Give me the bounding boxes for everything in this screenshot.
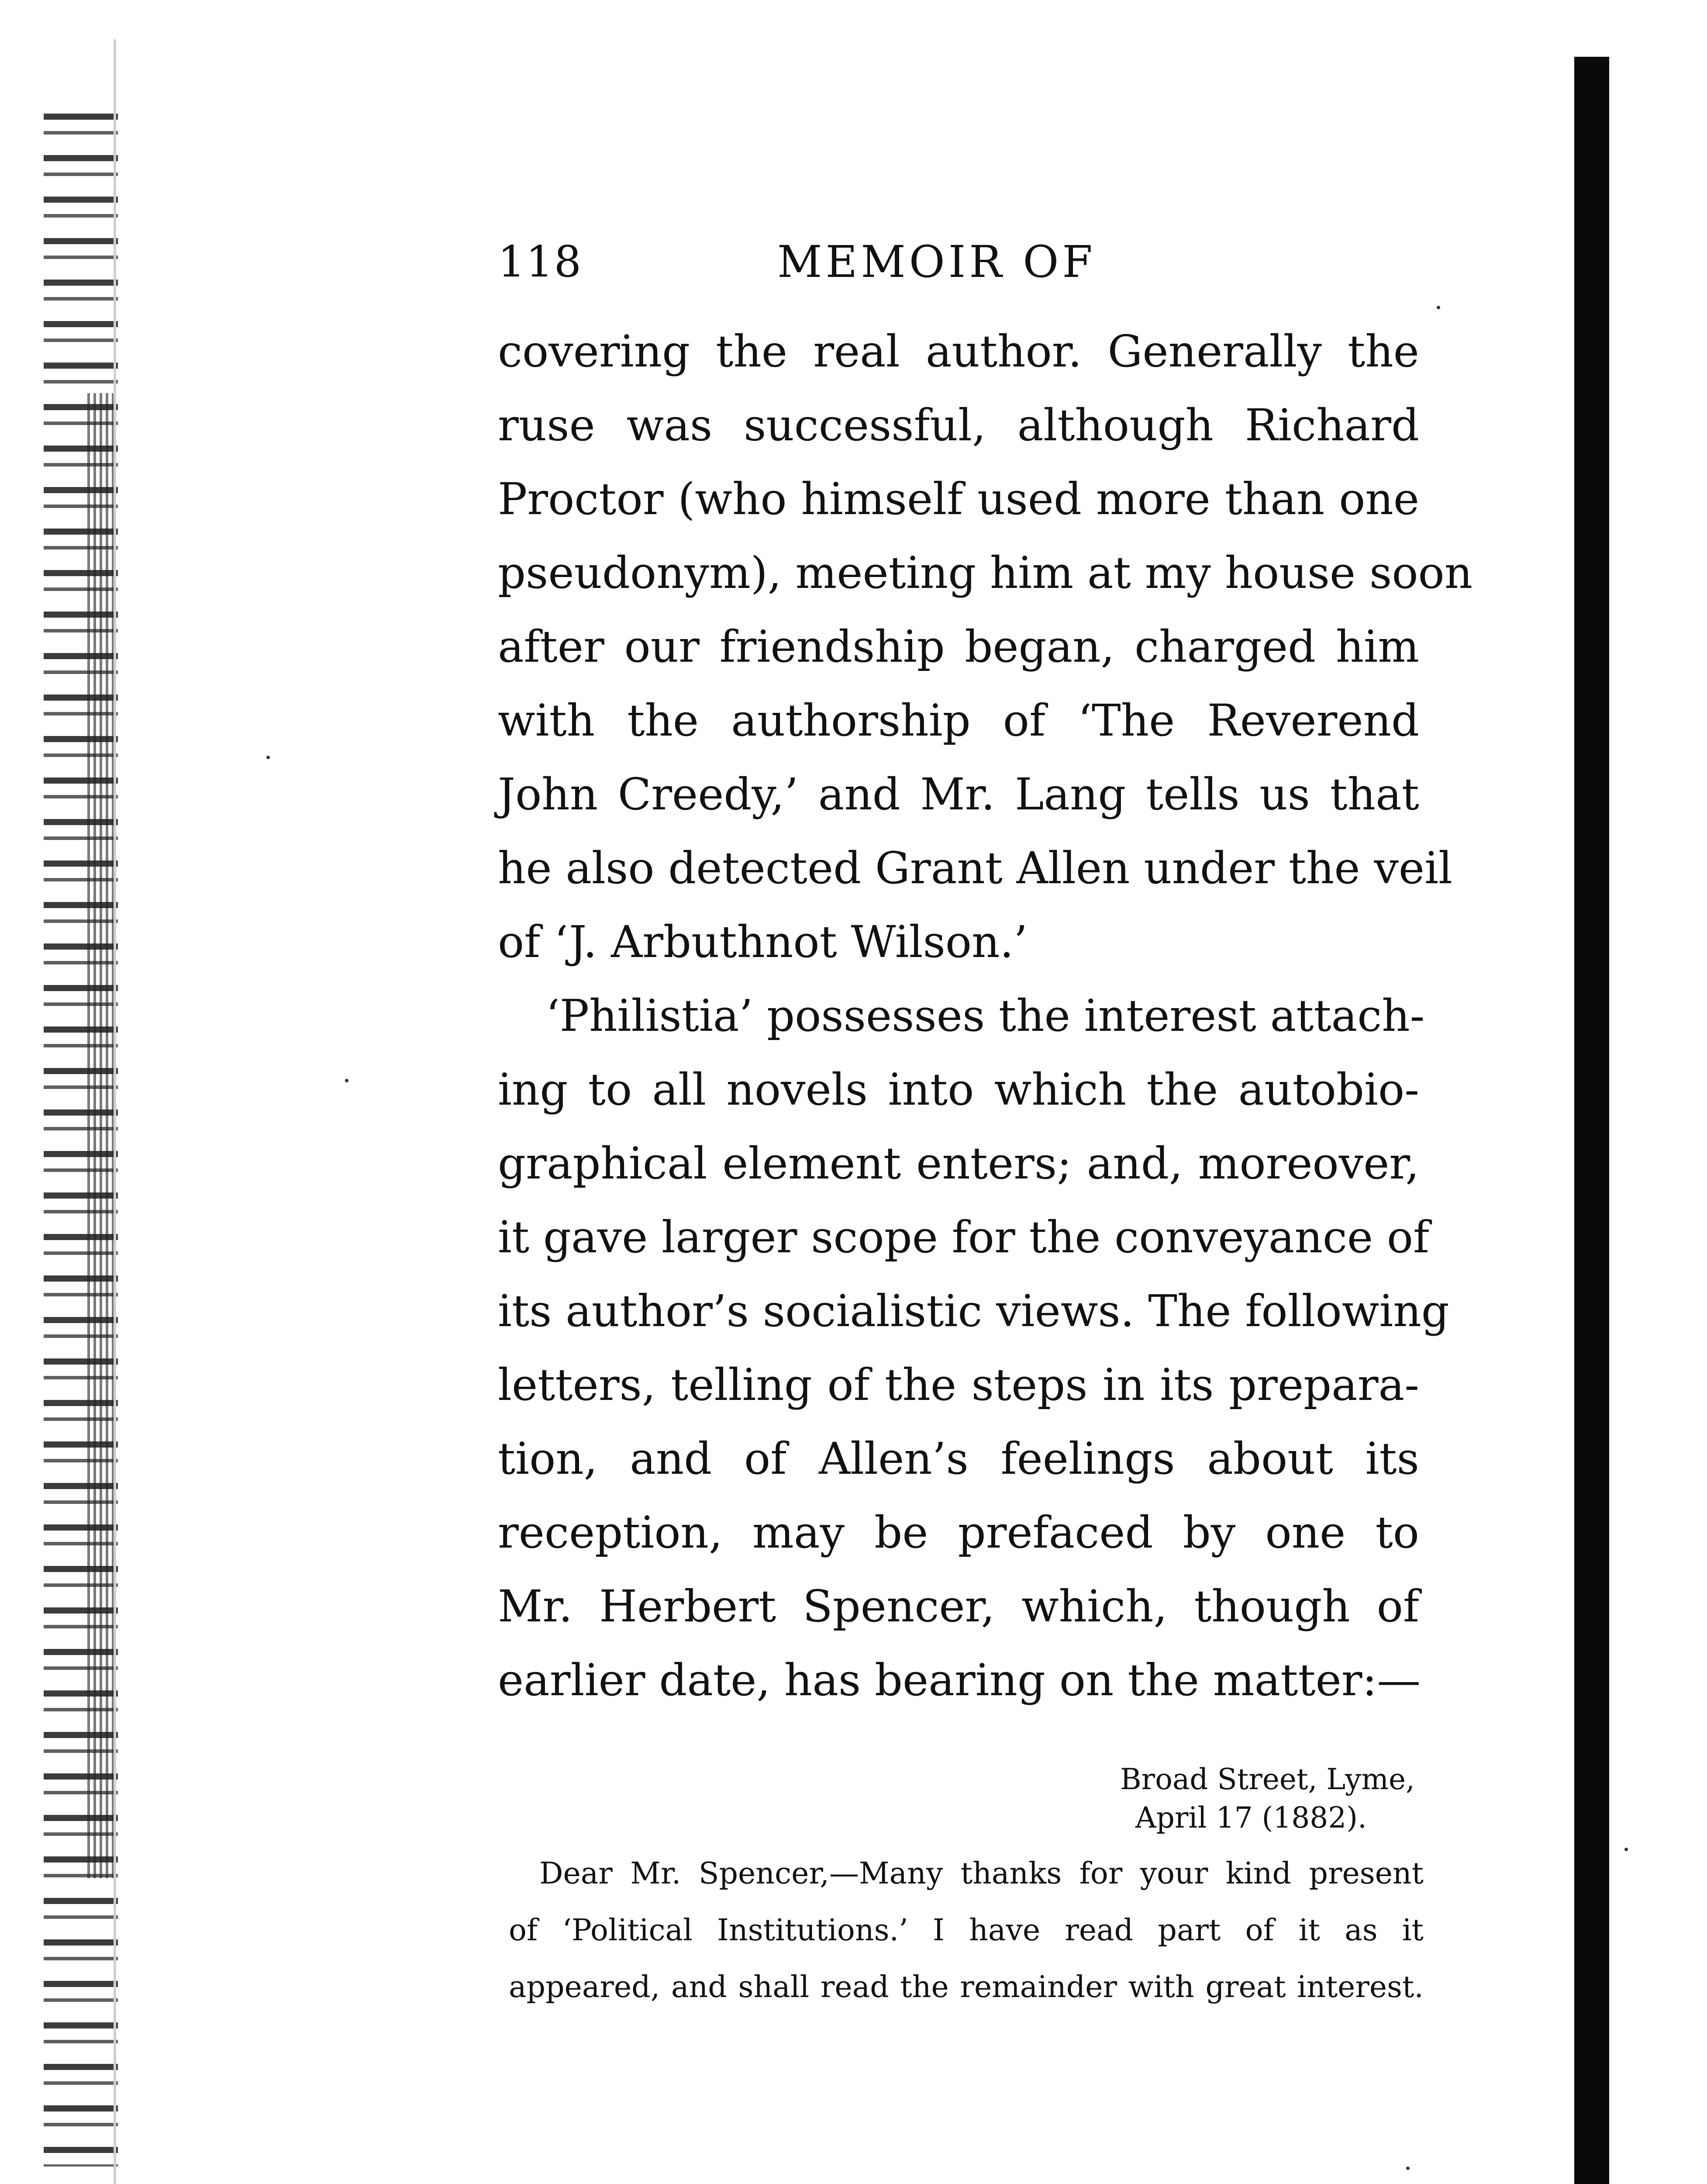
running-head: MEMOIR OF <box>777 236 1096 287</box>
text-line: pseudonym), meeting him at my house soon <box>498 547 1473 598</box>
scan-speck <box>1406 2167 1410 2170</box>
text-line: of ‘J. Arbuthnot Wilson.’ <box>498 916 1028 968</box>
text-line: tion, and of Allen’s feelings about its <box>498 1433 1419 1484</box>
scan-speck <box>1437 306 1440 309</box>
letter-text <box>509 1845 1424 2016</box>
text-line: reception, may be prefaced by one to <box>498 1507 1419 1558</box>
text-line: letters, telling of the steps in its prepara- <box>498 1359 1419 1410</box>
text-line: earlier date, has bearing on the matter:— <box>498 1655 1421 1706</box>
text-line: he also detected Grant Allen under the veil <box>498 843 1453 894</box>
page-left-edge <box>114 39 116 2184</box>
text-line: ing to all novels into which the autobio- <box>498 1064 1419 1115</box>
text-line: it gave larger scope for the conveyance of <box>498 1212 1430 1263</box>
scan-binding-artifact-2 <box>87 393 114 1878</box>
text-line: ruse was successful, although Richard <box>498 400 1419 451</box>
text-line: Mr. Herbert Spencer, which, though of <box>498 1581 1419 1632</box>
scan-speck <box>266 756 270 759</box>
scan-speck <box>345 1079 348 1082</box>
text-line: with the authorship of ‘The Reverend <box>498 695 1419 746</box>
letter-line: Dear Mr. Spencer,—Many thanks for your kind present <box>539 1856 1424 1891</box>
letter-address-line: Broad Street, Lyme, <box>1120 1762 1415 1796</box>
letter-line: appeared, and shall read the remainder with great interest. <box>509 1970 1424 2004</box>
text-line: John Creedy,’ and Mr. Lang tells us that <box>498 769 1419 820</box>
letter-line: of ‘Political Institutions.’ I have read part of it as it <box>509 1913 1424 1948</box>
scan-speck <box>1624 1848 1628 1851</box>
scan-right-border <box>1574 57 1609 2184</box>
text-line: graphical element enters; and, moreover, <box>498 1138 1419 1189</box>
text-line: after our friendship began, charged him <box>498 621 1419 672</box>
letter-date: April 17 (1882). <box>1135 1801 1367 1835</box>
body-text <box>498 314 1473 1717</box>
page-header <box>498 236 1415 288</box>
text-line: its author’s socialistic views. The following <box>498 1286 1449 1337</box>
text-line: covering the real author. Generally the <box>498 326 1419 377</box>
text-line: Proctor (who himself used more than one <box>498 473 1419 525</box>
letter-address <box>1109 1760 1415 1837</box>
text-line: ‘Philistia’ possesses the interest attach- <box>546 990 1425 1041</box>
page-number: 118 <box>498 237 583 287</box>
